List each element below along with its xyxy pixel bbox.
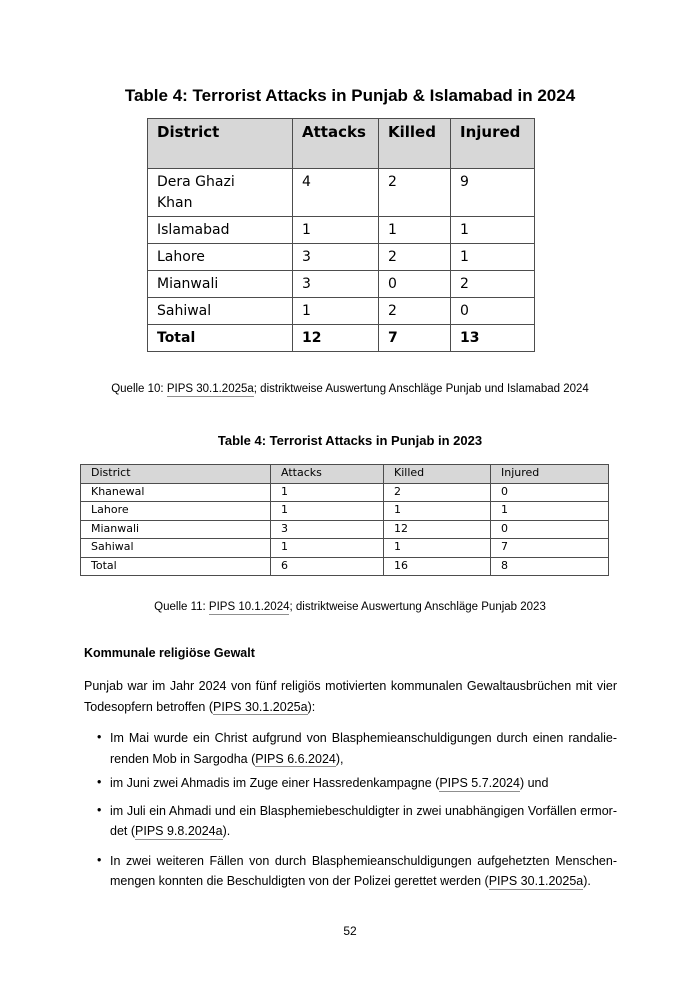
- cell-district: Total: [148, 325, 293, 352]
- cell-injured: 0: [451, 298, 535, 325]
- source-link[interactable]: PIPS 9.8.2024a: [135, 824, 223, 838]
- cell-attacks: 3: [293, 244, 379, 271]
- cell-district: Khanewal: [81, 483, 271, 502]
- cell-attacks: 1: [293, 217, 379, 244]
- cell-attacks: 3: [293, 271, 379, 298]
- cell-attacks: 3: [271, 520, 384, 539]
- cell-injured: 0: [491, 520, 609, 539]
- cell-killed: 1: [384, 539, 491, 558]
- table-row: [81, 520, 609, 539]
- cell-killed: 1: [384, 502, 491, 521]
- cell-district: Total: [81, 557, 271, 576]
- cell-killed: 2: [379, 298, 451, 325]
- cell-killed: 0: [379, 271, 451, 298]
- bullet-icon: •: [97, 802, 102, 817]
- bullet-text: mengen konnten die Beschuldigten von der Polizei gerettet werden (: [110, 874, 489, 888]
- table-row: [81, 483, 609, 502]
- caption-text: Quelle 10:: [111, 383, 167, 395]
- page-number: 52: [343, 924, 357, 938]
- table-row: [81, 502, 609, 521]
- paragraph-line: Punjab war im Jahr 2024 von fünf religiös motivierten kommunalen Gewaltausbrüchen mit vier: [84, 679, 617, 693]
- cell-district: Mianwali: [148, 271, 293, 298]
- source-link[interactable]: PIPS 30.1.2025a: [213, 699, 308, 714]
- cell-killed: 2: [379, 169, 451, 217]
- caption-text: Quelle 11:: [154, 601, 209, 613]
- cell-injured: 9: [451, 169, 535, 217]
- bullet-line: im Juli ein Ahmadi und ein Blasphemiebeschuldigter in zwei unabhängigen Vorfällen ermor-: [110, 803, 617, 818]
- bullet-icon: •: [97, 775, 102, 789]
- cell-killed: 12: [384, 520, 491, 539]
- caption-text: ; distriktweise Auswertung Anschläge Punjab 2023: [289, 601, 546, 613]
- column-header-attacks: Attacks: [271, 465, 384, 484]
- cell-district: Lahore: [148, 244, 293, 271]
- table1-title: Table 4: Terrorist Attacks in Punjab & Islamabad in 2024: [124, 86, 576, 105]
- table-attacks-2023: [80, 464, 609, 576]
- cell-district: Mianwali: [81, 520, 271, 539]
- bullet-text: ).: [583, 874, 591, 888]
- cell-injured: 2: [451, 271, 535, 298]
- cell-district: Lahore: [81, 502, 271, 521]
- column-header-injured: Injured: [491, 465, 609, 484]
- cell-attacks: 1: [271, 539, 384, 558]
- bullet-line: [110, 773, 617, 794]
- bullet-line: [110, 749, 617, 770]
- cell-district: Islamabad: [148, 217, 293, 244]
- source-link[interactable]: PIPS 10.1.2024: [208, 601, 290, 613]
- bullet-icon: •: [97, 730, 102, 744]
- column-header-injured: Injured: [451, 119, 535, 169]
- table-header-row: [81, 465, 609, 484]
- bullet-text: renden Mob in Sargodha (: [110, 751, 256, 766]
- source-link[interactable]: PIPS 30.1.2025a: [166, 383, 254, 395]
- source-link[interactable]: PIPS 6.6.2024: [255, 751, 336, 766]
- table-total-row: [148, 325, 535, 352]
- source-caption-1: [10, 382, 690, 396]
- list-item: [84, 773, 617, 794]
- table-header-row: [148, 119, 535, 169]
- bullet-text: det (: [110, 824, 136, 838]
- column-header-district: District: [148, 119, 293, 169]
- bullet-line: Im Mai wurde ein Christ aufgrund von Blasphemieanschuldigungen durch einen randalie-: [110, 731, 617, 745]
- cell-killed: 2: [384, 483, 491, 502]
- paragraph: [84, 676, 617, 717]
- table-row: [148, 217, 535, 244]
- cell-killed: 2: [379, 244, 451, 271]
- cell-attacks: 1: [293, 298, 379, 325]
- paragraph-text: ):: [307, 699, 316, 714]
- cell-injured: 8: [491, 557, 609, 576]
- cell-injured: 13: [451, 325, 535, 352]
- table-row: [148, 169, 535, 217]
- cell-injured: 1: [491, 502, 609, 521]
- bullet-icon: •: [97, 852, 102, 867]
- cell-injured: 7: [491, 539, 609, 558]
- list-item: [84, 851, 617, 892]
- table-row: [148, 298, 535, 325]
- cell-attacks: 1: [271, 483, 384, 502]
- column-header-killed: Killed: [379, 119, 451, 169]
- column-header-district: District: [81, 465, 271, 484]
- bullet-text: ),: [335, 751, 344, 766]
- cell-killed: 1: [379, 217, 451, 244]
- source-link[interactable]: PIPS 30.1.2025a: [488, 874, 584, 888]
- table-total-row: [81, 557, 609, 576]
- cell-killed: 16: [384, 557, 491, 576]
- bullet-line: [110, 821, 617, 842]
- caption-text: ; distriktweise Auswertung Anschläge Punjab und Islamabad 2024: [253, 383, 589, 395]
- table-row: [81, 539, 609, 558]
- list-item: [84, 728, 617, 769]
- source-caption-2: [10, 600, 690, 614]
- bullet-list: [84, 728, 617, 892]
- cell-injured: 0: [491, 483, 609, 502]
- table-row: [148, 244, 535, 271]
- source-link[interactable]: PIPS 5.7.2024: [439, 776, 520, 790]
- cell-district: Sahiwal: [148, 298, 293, 325]
- paragraph-line: [84, 697, 617, 718]
- column-header-attacks: Attacks: [293, 119, 379, 169]
- cell-injured: 1: [451, 244, 535, 271]
- section-heading: Kommunale religiöse Gewalt: [84, 646, 255, 660]
- cell-attacks: 4: [293, 169, 379, 217]
- list-item: [84, 801, 617, 842]
- table-row: [148, 271, 535, 298]
- bullet-text: ) und: [519, 776, 549, 790]
- cell-injured: 1: [451, 217, 535, 244]
- bullet-text: im Juni zwei Ahmadis im Zuge einer Hassredenkampagne (: [110, 776, 440, 790]
- column-header-killed: Killed: [384, 465, 491, 484]
- table2-title: Table 4: Terrorist Attacks in Punjab in 2023: [217, 433, 483, 448]
- cell-district: Dera Ghazi Khan: [148, 169, 293, 217]
- paragraph-text: Todesopfern betroffen (: [84, 699, 214, 714]
- bullet-text: ).: [222, 824, 231, 838]
- table-attacks-2024: [147, 118, 535, 352]
- cell-attacks: 1: [271, 502, 384, 521]
- cell-attacks: 12: [293, 325, 379, 352]
- cell-killed: 7: [379, 325, 451, 352]
- bullet-line: In zwei weiteren Fällen von durch Blasphemieanschuldigungen aufgehetzten Menschen-: [110, 853, 617, 868]
- cell-attacks: 6: [271, 557, 384, 576]
- bullet-line: [110, 871, 617, 892]
- cell-district: Sahiwal: [81, 539, 271, 558]
